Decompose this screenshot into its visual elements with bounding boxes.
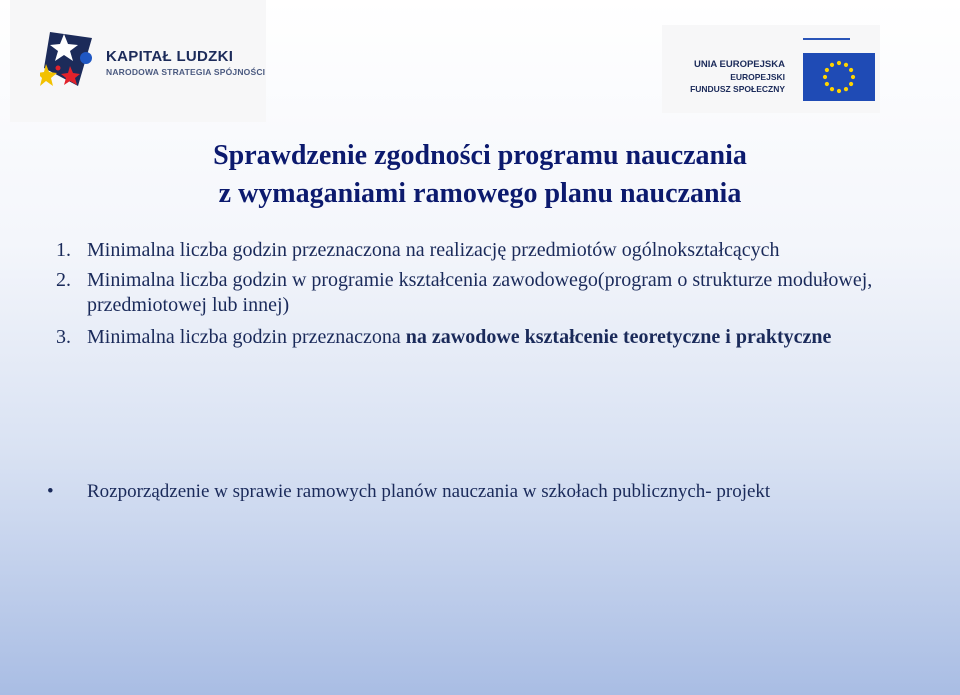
list-item-text: Minimalna liczba godzin w programie kształcenia zawodowego(program o strukturze modułowej, przedmiotowej lub innej) [87,269,873,316]
slide-title-line1: Sprawdzenie zgodności programu nauczania [213,140,747,171]
regulation-note-text: Rozporządzenie w sprawie ramowych planów nauczania w szkołach publicznych- projekt [87,481,771,502]
eu-logo-line3: FUNDUSZ SPOŁECZNY [690,84,785,94]
eu-logo-line2: EUROPEJSKI [730,72,785,82]
eu-logo-divider [803,38,850,40]
list-item-bold-text: na zawodowe kształcenie teoretyczne i praktyczne [405,326,832,348]
list-item-number: 1. [56,239,71,261]
bullet-icon: • [47,481,54,502]
list-item-number: 3. [56,326,71,348]
kapital-ludzki-star-emblem-icon [40,28,100,90]
kapital-ludzki-logo [10,0,266,122]
eu-efs-logo [662,25,880,113]
list-item-text: Minimalna liczba godzin przeznaczona na realizację przedmiotów ogólnokształcących [87,239,780,261]
eu-logo-line1: UNIA EUROPEJSKA [694,59,785,70]
kapital-ludzki-subtitle: NARODOWA STRATEGIA SPÓJNOŚCI [106,67,266,77]
eu-logo-text [690,59,785,95]
slide-title-line2: z wymaganiami ramowego planu nauczania [218,178,742,209]
list-item-text: Minimalna liczba godzin przeznaczona [87,326,406,348]
eu-flag-icon [803,53,875,101]
kapital-ludzki-title: KAPITAŁ LUDZKI [106,48,234,65]
list-item [56,268,936,318]
list-item [56,238,936,263]
list-item [56,323,936,352]
list-item-number: 2. [56,269,71,291]
requirements-list [56,238,936,352]
slide-title [0,137,960,213]
